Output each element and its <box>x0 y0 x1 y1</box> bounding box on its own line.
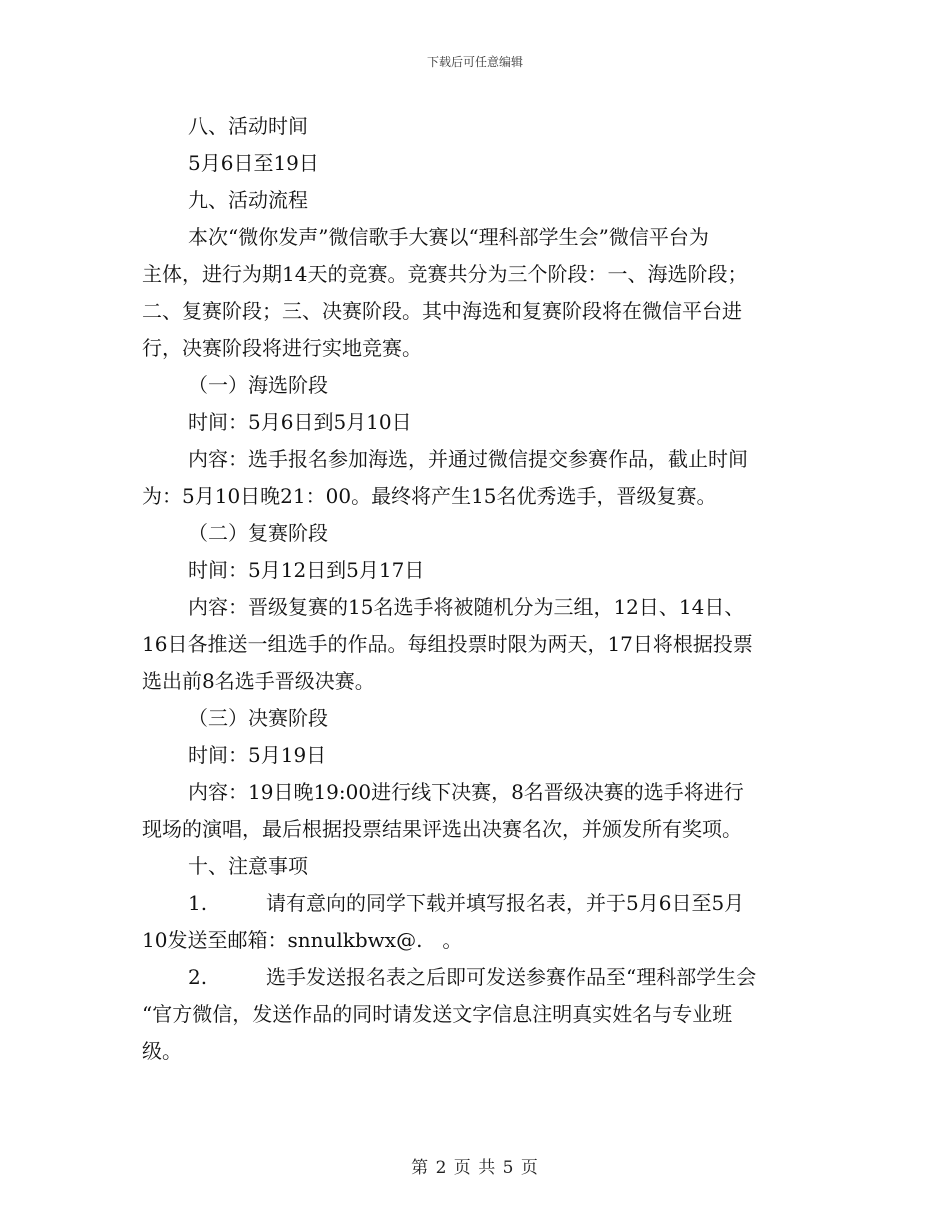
paragraph-line: 行，决赛阶段将进行实地竞赛。 <box>142 336 422 360</box>
stage-heading-2: （二）复赛阶段 <box>188 521 328 545</box>
document-body <box>142 108 810 1070</box>
paragraph-line: 主体，进行为期14天的竞赛。竞赛共分为三个阶段：一、海选阶段； <box>142 262 748 286</box>
section-heading-9: 九、活动流程 <box>188 188 308 212</box>
list-item-number: 2. <box>188 965 208 989</box>
list-item <box>142 959 810 996</box>
paragraph-line: 内容：晋级复赛的15名选手将被随机分为三组，12日、14日、 <box>188 595 745 619</box>
section-heading-8: 八、活动时间 <box>188 114 308 138</box>
page-footer: 第 2 页 共 5 页 <box>411 1158 539 1178</box>
stage-heading-3: （三）决赛阶段 <box>188 706 328 730</box>
paragraph-line: 级。 <box>142 1039 182 1063</box>
section-heading-10: 十、注意事项 <box>188 854 308 878</box>
paragraph-line: 选出前8名选手晋级决赛。 <box>142 669 375 693</box>
paragraph-line: 本次“微你发声”微信歌手大赛以“理科部学生会”微信平台为 <box>188 225 709 249</box>
paragraph-line: 为：5月10日晚21：00。最终将产生15名优秀选手，晋级复赛。 <box>142 484 717 508</box>
paragraph-line: 现场的演唱，最后根据投票结果评选出决赛名次，并颁发所有奖项。 <box>142 817 742 841</box>
stage-heading-1: （一）海选阶段 <box>188 373 328 397</box>
list-item-text: 请有意向的同学下载并填写报名表，并于5月6日至5月 <box>266 891 745 915</box>
paragraph-line: 内容：选手报名参加海选，并通过微信提交参赛作品，截止时间 <box>188 447 748 471</box>
paragraph-line: 二、复赛阶段；三、决赛阶段。其中海选和复赛阶段将在微信平台进 <box>142 299 742 323</box>
stage-1-time: 时间：5月6日到5月10日 <box>188 410 412 434</box>
list-item-text: 选手发送报名表之后即可发送参赛作品至“理科部学生会 <box>266 965 757 989</box>
paragraph-line: 内容：19日晚19:00进行线下决赛，8名晋级决赛的选手将进行 <box>188 780 744 804</box>
stage-2-time: 时间：5月12日到5月17日 <box>188 558 425 582</box>
stage-3-time: 时间：5月19日 <box>188 743 327 767</box>
list-item <box>142 885 810 922</box>
page-header: 下载后可任意编辑 <box>426 55 523 69</box>
paragraph-line: 10发送至邮箱：snnulkbwx@. 。 <box>142 928 463 952</box>
list-item-number: 1. <box>188 891 208 915</box>
paragraph-line: “官方微信，发送作品的同时请发送文字信息注明真实姓名与专业班 <box>142 1002 733 1026</box>
activity-dates: 5月6日至19日 <box>188 151 319 175</box>
paragraph-line: 16日各推送一组选手的作品。每组投票时限为两天，17日将根据投票 <box>142 632 753 656</box>
